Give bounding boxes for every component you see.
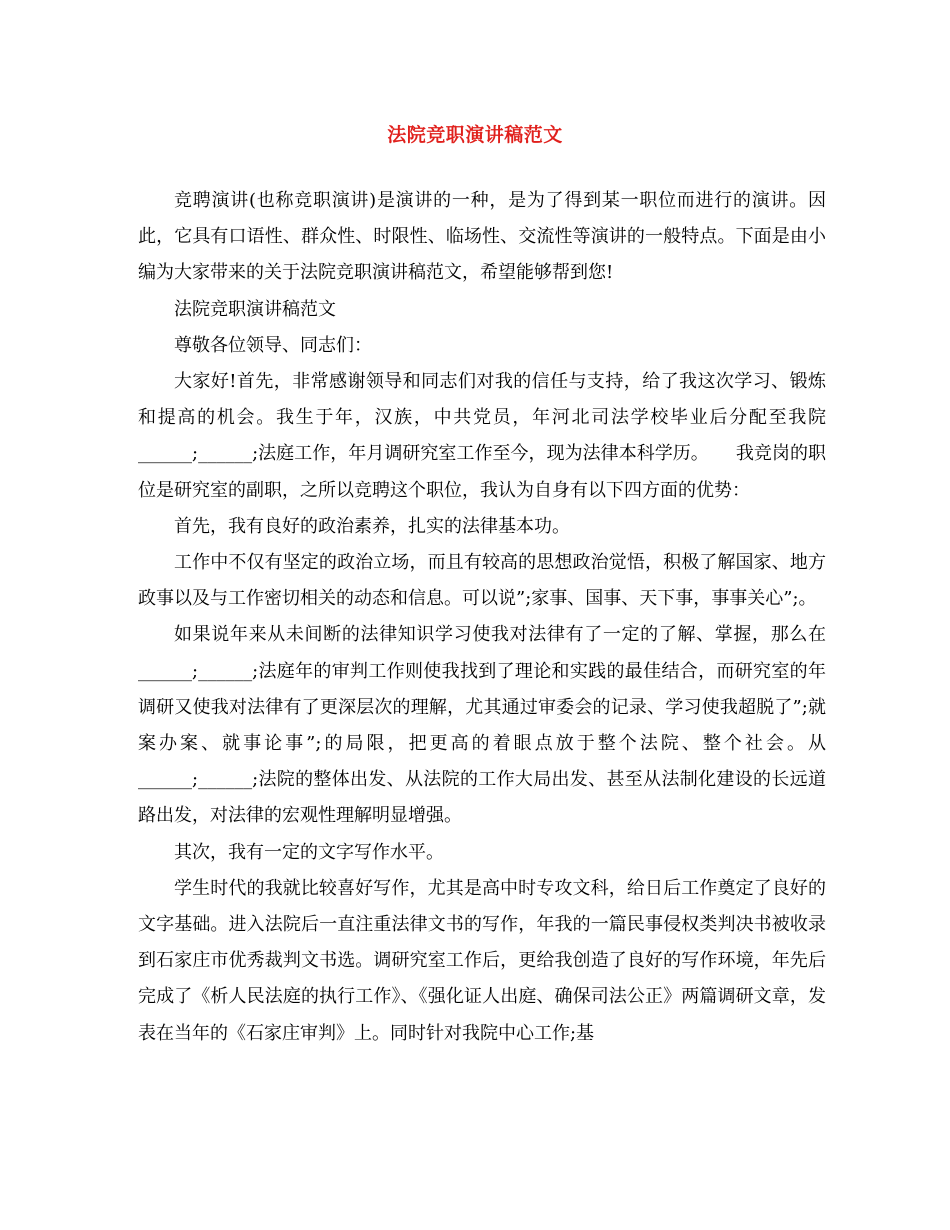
paragraph-writing: 学生时代的我就比较喜好写作，尤其是高中时专攻文科，给日后工作奠定了良好的文字基础。进入法院后一直注重法律文书的写作，年我的一篇民事侵权类判决书被收录到石家庄市优秀裁判文书选。调研究室工作后，更给我创造了良好的写作环境，年先后完成了《析人民法庭的执行工作》、《强化证人出庭、确保司法公正》两篇调研文章，发表在当年的《石家庄审判》上。同时针对我院中心工作;基 — [138, 877, 826, 1044]
paragraph-point-two: 其次，我有一定的文字写作水平。 — [174, 841, 444, 863]
paragraph-salutation: 尊敬各位领导、同志们： — [174, 334, 372, 356]
document-title: 法院竞职演讲稿范文 — [387, 124, 563, 146]
paragraph-greeting: 大家好!首先，非常感谢领导和同志们对我的信任与支持，给了我这次学习、锻炼和提高的机会。我生于年，汉族，中共党员，年河北司法学校毕业后分配至我院______;______;法庭工作，年月调研究室工作至今，现为法律本科学历。 我竞岗的职位是研究室的副职，之所以竞聘这个职位，我认为自身有以下四方面的优势： — [138, 371, 826, 501]
paragraph-intro: 竞聘演讲(也称竞职演讲)是演讲的一种，是为了得到某一职位而进行的演讲。因此，它具有口语性、群众性、时限性、临场性、交流性等演讲的一般特点。下面是由小编为大家带来的关于法院竞职演讲稿范文，希望能够帮到您! — [138, 190, 826, 284]
paragraph-legal-study: 如果说年来从未间断的法律知识学习使我对法律有了一定的了解、掌握，那么在______;______;法庭年的审判工作则使我找到了理论和实践的最佳结合，而研究室的年调研又使我对法律有了更深层次的理解，尤其通过审委会的记录、学习使我超脱了”;就案办案、就事论事”;的局限，把更高的着眼点放于整个法院、整个社会。从______;______;法院的整体出发、从法院的工作大局出发、甚至从法制化建设的长远道路出发，对法律的宏观性理解明显增强。 — [138, 624, 826, 827]
document-body — [138, 183, 826, 1052]
paragraph-subtitle: 法院竞职演讲稿范文 — [174, 298, 336, 320]
paragraph-point-one: 首先，我有良好的政治素养，扎实的法律基本功。 — [174, 515, 570, 537]
paragraph-political: 工作中不仅有坚定的政治立场，而且有较高的思想政治觉悟，积极了解国家、地方政事以及与工作密切相关的动态和信息。可以说”;家事、国事、天下事，事事关心”;。 — [138, 552, 826, 610]
